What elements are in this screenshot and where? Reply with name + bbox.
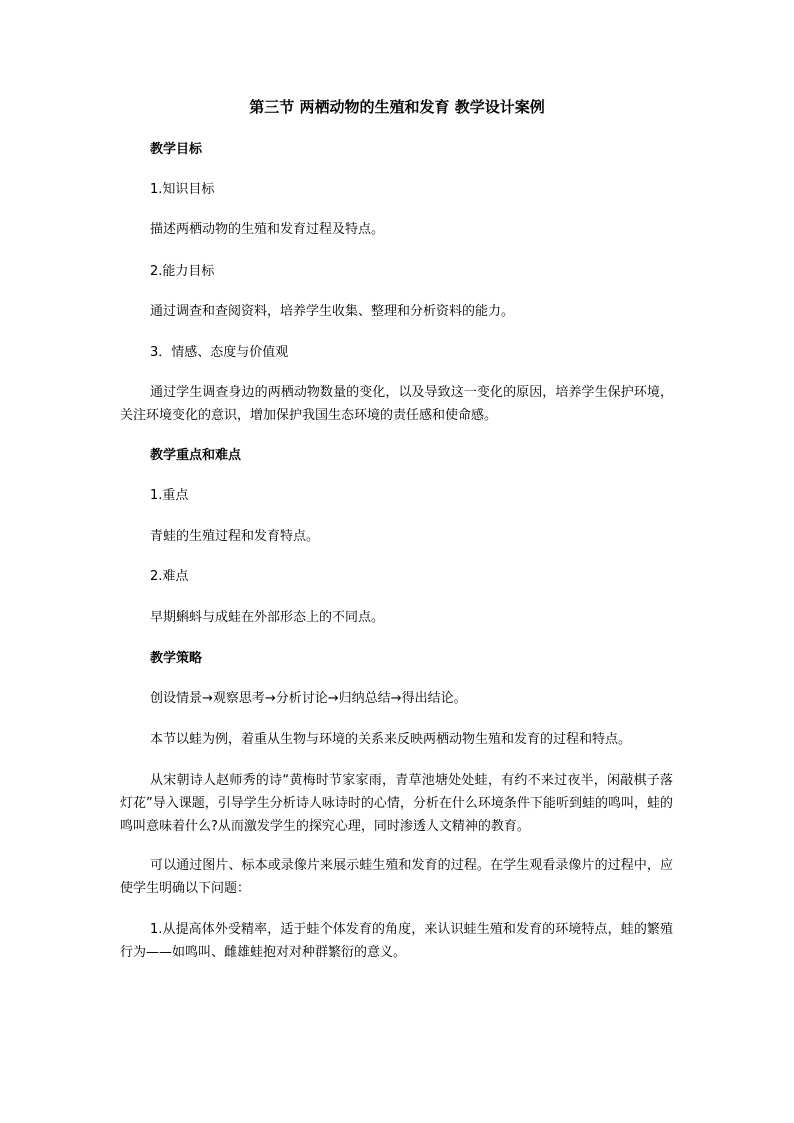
strategy-text-2: 从宋朝诗人赵师秀的诗“黄梅时节家家雨，青草池塘处处蛙，有约不来过夜半，闲敲棋子落灯花”导入课题，引导学生分析诗人咏诗时的心情，分析在什么环境条件下能听到蛙的鸣叫，蛙的鸣叫意味着什么?从而激发学生的探究心理，同时渗透人文精神的教育。 [120,773,673,834]
document-title: 第三节 两栖动物的生殖和发育 教学设计案例 [249,98,545,116]
strategy-flow: 创设情景→观察思考→分析讨论→归纳总结→得出结论。 [150,691,467,706]
key-points-heading: 教学重点和难点 [150,448,242,463]
objective2-heading: 2.能力目标 [150,264,215,279]
strategy-heading: 教学策略 [150,651,203,666]
objectives-heading: 教学目标 [150,142,203,157]
key-point-heading: 1.重点 [150,488,189,503]
strategy-text-3: 可以通过图片、标本或录像片来展示蛙生殖和发育的过程。在学生观看录像片的过程中，应使学生明确以下问题： [120,858,673,896]
objective2-text: 通过调查和查阅资料，培养学生收集、整理和分析资料的能力。 [150,304,515,319]
objective3-heading: 3．情感、态度与价值观 [150,345,289,360]
strategy-text-4: 1.从提高体外受精率，适于蛙个体发育的角度，来认识蛙生殖和发育的环境特点，蛙的繁殖行为——如鸣叫、雌雄蛙抱对对种群繁衍的意义。 [120,922,673,960]
objective1-heading: 1.知识目标 [150,182,215,197]
difficult-point-text: 早期蝌蚪与成蛙在外部形态上的不同点。 [150,610,385,625]
objective3-text: 通过学生调查身边的两栖动物数量的变化，以及导致这一变化的原因，培养学生保护环境，关注环境变化的意识，增加保护我国生态环境的责任感和使命感。 [120,385,673,423]
key-point-text: 青蛙的生殖过程和发育特点。 [150,529,320,544]
difficult-point-heading: 2.难点 [150,569,189,584]
strategy-text-1: 本节以蛙为例，着重从生物与环境的关系来反映两栖动物生殖和发育的过程和特点。 [150,732,632,747]
objective1-text: 描述两栖动物的生殖和发育过程及特点。 [150,222,385,237]
